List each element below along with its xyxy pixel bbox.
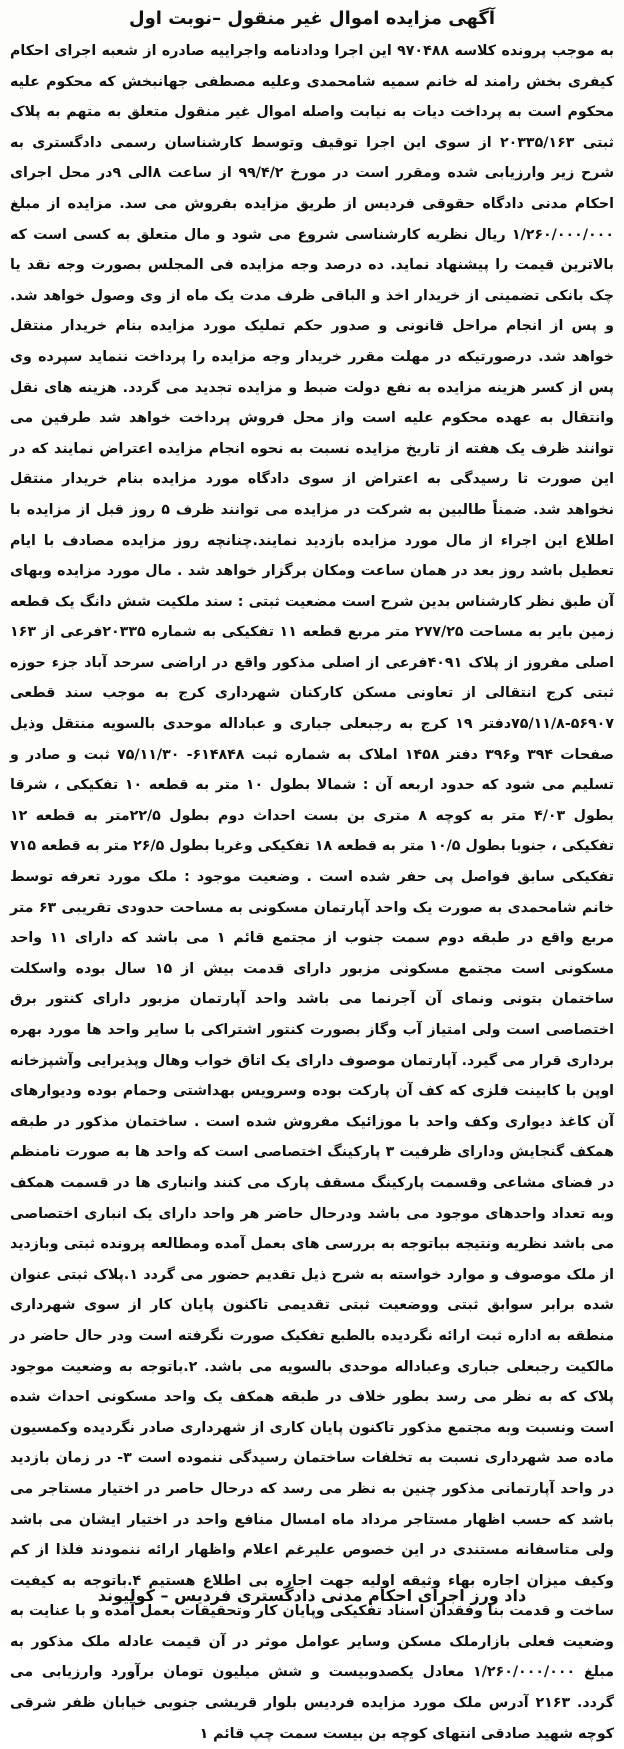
notice-title: آگهی مزایده اموال غیر منقول –نوبت اول [128, 8, 496, 29]
notice-body: به موجب پرونده کلاسه ۹۷۰۴۸۸ این اجرا ودادنامه واجراییه صادره از شعبه اجرای احکام کیفری بخش رامند له خانم سمیه شامحمدی وعلیه مصطفی جهانبخش که محکوم علیه محکوم است به پرداخت دیات به نیابت واصله اموال غیر منقول متعلق به متهم به پلاک ثبتی ۲۰۳۳۵/۱۶۳ از سوی این اجرا توقیف وتوسط کارشناسان رسمی دادگستری به شرح زیر وارزیابی شده ومقرر است در مورخ ۹۹/۴/۲ از ساعت ۸الی ۹در محل اجرای احکام مدنی دادگاه حقوقی فردیس از طریق مزایده بفروش می سد. مزایده از مبلغ ۱/۲۶۰/۰۰۰/۰۰۰ ریال نظریه کارشناسی شروع می شود و مال متعلق به کسی است که بالاترین قیمت را پیشنهاد نماید. ده درصد وجه مزایده فی المجلس بصورت وجه نقد یا چک بانکی تضمینی از خریدار اخذ و الباقی ظرف مدت یک ماه از وی وصول خواهد شد. و پس از انجام مراحل قانونی و صدور حکم تملیک مورد مزایده بنام خریدار منتقل خواهد شد. درصورتیکه در مهلت مقرر خریدار وجه مزایده را پرداخت ننماید سپرده وی پس از کسر هزینه مزایده به نفع دولت ضبط و مزایده تجدید می گردد. هزینه های نقل وانتقال به عهده محکوم علیه است واز محل فروش پرداخت خواهد شد طرفین می توانند ظرف یک هفته از تاریخ مزایده نسبت به نحوه انجام مزایده اعتراض نمایند که در این صورت تا رسیدگی به اعتراض از سوی دادگاه مورد مزایده بنام خریدار منتقل نخواهد شد. ضمناً طالبین به شرکت در مزایده می توانند ظرف ۵ روز قبل از مزایده با اطلاع این اجراء از مال مورد مزایده بازدید نمایند.چنانچه روز مزایده مصادف با ایام تعطیل باشد روز بعد در همان ساعت ومکان برگزار خواهد شد . مال مورد مزایده وبهای آن طبق نظر کارشناس بدین شرح است مضعیت ثبتی : سند ملکیت شش دانگ یک قطعه زمین بایر به مساحت ۲۷۷/۲۵ متر مربع قطعه ۱۱ تفکیکی به شماره ۲۰۳۳۵فرعی از ۱۶۳ اصلی مفروز از پلاک ۴۰۹۱فرعی از اصلی مذکور واقع در اراضی سرحد آباد جزء حوزه ثبتی کرج انتقالی از تعاونی مسکن کارکنان شهرداری کرج به موجب سند قطعی ۵۶۹۰۷-۷۵/۱۱/۸دفتر ۱۹ کرج به رجبعلی جباری و عباداله موحدی بالسویه منتقل وذیل صفحات ۳۹۴ و۳۹۶ دفتر ۱۴۵۸ املاک به شماره ثبت ۶۱۴۸۴۸- ۷۵/۱۱/۳۰ ثبت و صادر و تسلیم می شود که حدود اربعه آن : شمالا بطول ۱۰ متر به قطعه ۱۰ تفکیکی ، شرقا بطول ۴/۰۳ متر به کوچه ۸ متری بن بست احداث دوم بطول ۲۲/۵متر به قطعه ۱۲ تفکیکی ، جنوبا بطول ۱۰/۵ متر به قطعه ۱۸ تفکیکی وغربا بطول ۲۶/۵ متر به قطعه ۷۱۵ تفکیکی سابق فواصل پی حفر شده است . وضعیت موجود : ملک مورد تعرفه توسط خانم شامحمدی به صورت یک واحد آپارتمان مسکونی به مساحت حدودی تقریبی ۶۳ متر مربع واقع در طبقه دوم سمت جنوب از مجتمع قائم ۱ می باشد که دارای ۱۱ واحد مسکونی است مجتمع مسکونی مزبور دارای قدمت بیش از ۱۵ سال بوده واسکلت ساختمان بتونی ونمای آن آجرنما می باشد واحد آپارتمان مزبور دارای کنتور برق اختصاصی است ولی امتیاز آب وگاز بصورت کنتور اشتراکی با سایر واحد ها مورد بهره برداری قرار می گیرد. آپارتمان موصوف دارای یک اتاق خواب وهال وپذیرایی وآشپزخانه اوپن با کابینت فلزی که کف آن پارکت بوده وسرویس بهداشتی وحمام بوده ودیوارهای آن کاغذ دیواری وکف واحد با موزائیک مفروش شده است . ساختمان مذکور در طبقه همکف گنجایش ودارای ظرفیت ۳ پارکینگ اختصاصی است که واحد ها به صورت نامنظم در فضای مشاعی وقسمت پارکینگ مسقف پارک می کنند وانباری ها در قسمت همکف وبه تعداد واحدهای موجود می باشد ودرحال حاضر هر واحد دارای یک انباری اختصاصی می باشد نظریه ونتیجه بباتوجه به بررسی های بعمل آمده ومطالعه پرونده ثبتی وبازدید از ملک موصوف و موارد خواسته به شرح ذیل تقدیم حضور می گردد ۱.پلاک ثبتی عنوان شده برابر سوابق ثبتی ووضعیت ثبتی تقدیمی تاکنون پایان کار از سوی شهرداری منطقه به اداره ثبت ارائه نگردیده بالطبع تفکیک صورت نگرفته است ودر حال حاضر در مالکیت رجبعلی جباری وعباداله موحدی بالسویه می باشد. ۲.باتوجه به وضعیت موجود پلاک که به نظر می رسد بطور خلاف در طبقه همکف یک واحد مسکونی احداث شده است ونسبت وبه مجتمع مذکور تاکنون پایان کاری از شهرداری صادر نگردیده وکمسیون ماده صد شهرداری نسبت به تخلفات ساختمان رسیدگی ننموده است ۳- در زمان بازدید در واحد آپارتمانی مذکور چنین به نظر می رسد که درحال حاصر در اختیار مستاجر می باشد که حسب اظهار مستاجر مرداد ماه امسال منافع واحد در اختیار ایشان می باشد ولی متاسفانه مستندی در این خصوص علیرغم اعلام واظهار ارائه ننمودند فلذا از کم وکیف میزان اجاره بهاء وثیقه اولیه جهت اجاره بی اطلاع هستیم ۴.باتوجه به کیفیت ساخت و قدمت بنا وفقدان اسناد تفکیکی وپایان کار وتحقیقات بعمل آمده و با عنایت به وضعیت فعلی بازارملک مسکن وسایر عوامل موثر در آن قیمت عادله ملک مذکور به مبلغ ۱/۲۶۰/۰۰۰/۰۰۰ معادل یکصدوبیست و شش میلیون تومان برآورد وارزیابی می گردد. ۲۱۶۳ آدرس ملک مورد مزایده فردیس بلوار قریشی جنوبی خیابان ظفر شرقی کوچه شهید صادقی انتهای کوچه بن بیست سمت چپ قائم ۱ [10, 43, 615, 1742]
notice-signature: داد ورز اجرای احکام مدنی دادگستری فردیس – کولیوند [97, 1586, 527, 1605]
